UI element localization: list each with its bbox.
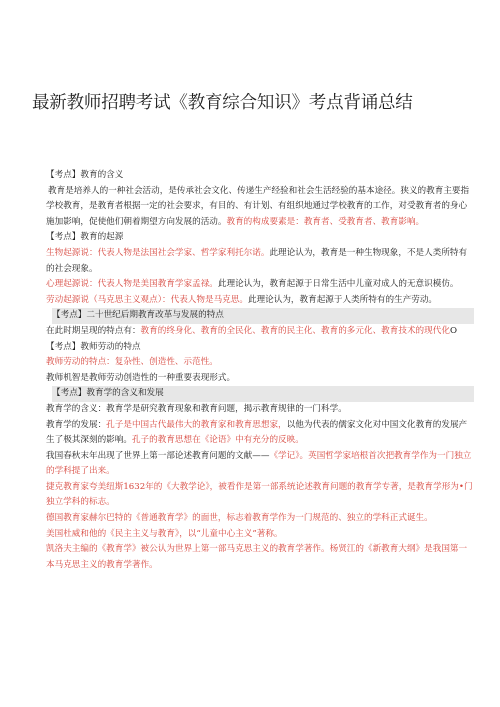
paragraph-education-definition [46, 184, 474, 231]
section-heading-reform-features: 【考点】二十世纪后期教育改革与发展的特点 [52, 308, 474, 324]
kairov-text: 凯洛夫主编的《教育学》被公认为世界上第一部马克思主义的教育学著作。杨贤江的《新教育大纲》是我国第一本马克思主义的教育学著作。 [46, 544, 468, 570]
reform-features-text: 在此时期呈现的特点有：教育的终身化、教育的全民化、教育的民主化、教育的多元化、教育技术的现代化O [46, 325, 457, 336]
teacher-wit-text: 教师机智是教师劳动创造性的一种重要表现形式。 [46, 372, 236, 383]
document-title: 最新教师招聘考试《教育综合知识》考点背诵总结 [32, 93, 413, 113]
section-heading-education-meaning: 【考点】教育的含义 [46, 170, 124, 180]
document-body [46, 166, 474, 573]
section-heading-education-origin: 【考点】教育的起源 [46, 232, 124, 243]
definition-text: 教育是培养人的一种社会活动，是传承社会文化、传递生产经验和社会生活经验的基本途径。狭义的教育主要指学校教育，是教育者根据一定的社会要求，有目的、有计划、有组织地通过学校教育的工作，对受教育者的身心施加影响，促使他们朝着期望方向发展的活动。 [46, 185, 470, 227]
xueji-text: 我国春秋末年出现了世界上第一部论述教育问题的文献——《学记》。英国哲学家培根首次把教育学作为一门独立的学科提了出来。 [46, 450, 472, 477]
section-heading-pedagogy: 【考点】教育学的含义和发展 [52, 386, 474, 402]
pedagogy-development: 教育学的发展：孔子是中国古代最伟大的教育家和教育思想家，以他为代表的儒家文化对中国文化教育的发展产生了极其深刻的影响。孔子的教育思想在《论语》中有充分的反映。 [46, 419, 468, 446]
origin-labor: 劳动起源说（马克思主义观点）：代表人物是马克思。此理论认为，教育起源于人类所特有的生产劳动。 [46, 294, 438, 305]
section-heading-teacher-labor: 【考点】教师劳动的特点 [46, 341, 141, 352]
teacher-labor-features: 教师劳动的特点：复杂性、创造性、示范性。 [46, 357, 218, 368]
comenius-text: 捷克教育家夸美纽斯1632年的《大教学论》，被看作是第一部系统论述教育问题的教育学专著，是教育学形为•门独立学科的标志。 [46, 481, 473, 508]
pedagogy-definition: 教育学的含义：教育学是研究教育现象和教育问题，揭示教育规律的一门科学。 [46, 403, 347, 414]
dewey-text: 美国杜威和他的《民主主义与教育》，以“儿童中心主义”著称。 [46, 528, 283, 539]
origin-biological: 生物起源说：代表人物是法国社会学家、哲学家利托尔诺。此理论认为，教育是一种生物现象，不是人类所特有的社会现象。 [46, 247, 468, 274]
herbart-text: 德国教育家赫尔巴特的《普通教育学》的面世，标志着教育学作为一门规范的、独立的学科正式诞生。 [46, 513, 433, 524]
origin-psychological: 心理起源说：代表人物是美国教育学家孟禄。此理论认为，教育起源于日常生活中儿童对成人的无意识模仿。 [46, 279, 459, 290]
elements-text: 教育的构成要素是：教育者、受教育者、教育影响。 [226, 216, 425, 227]
